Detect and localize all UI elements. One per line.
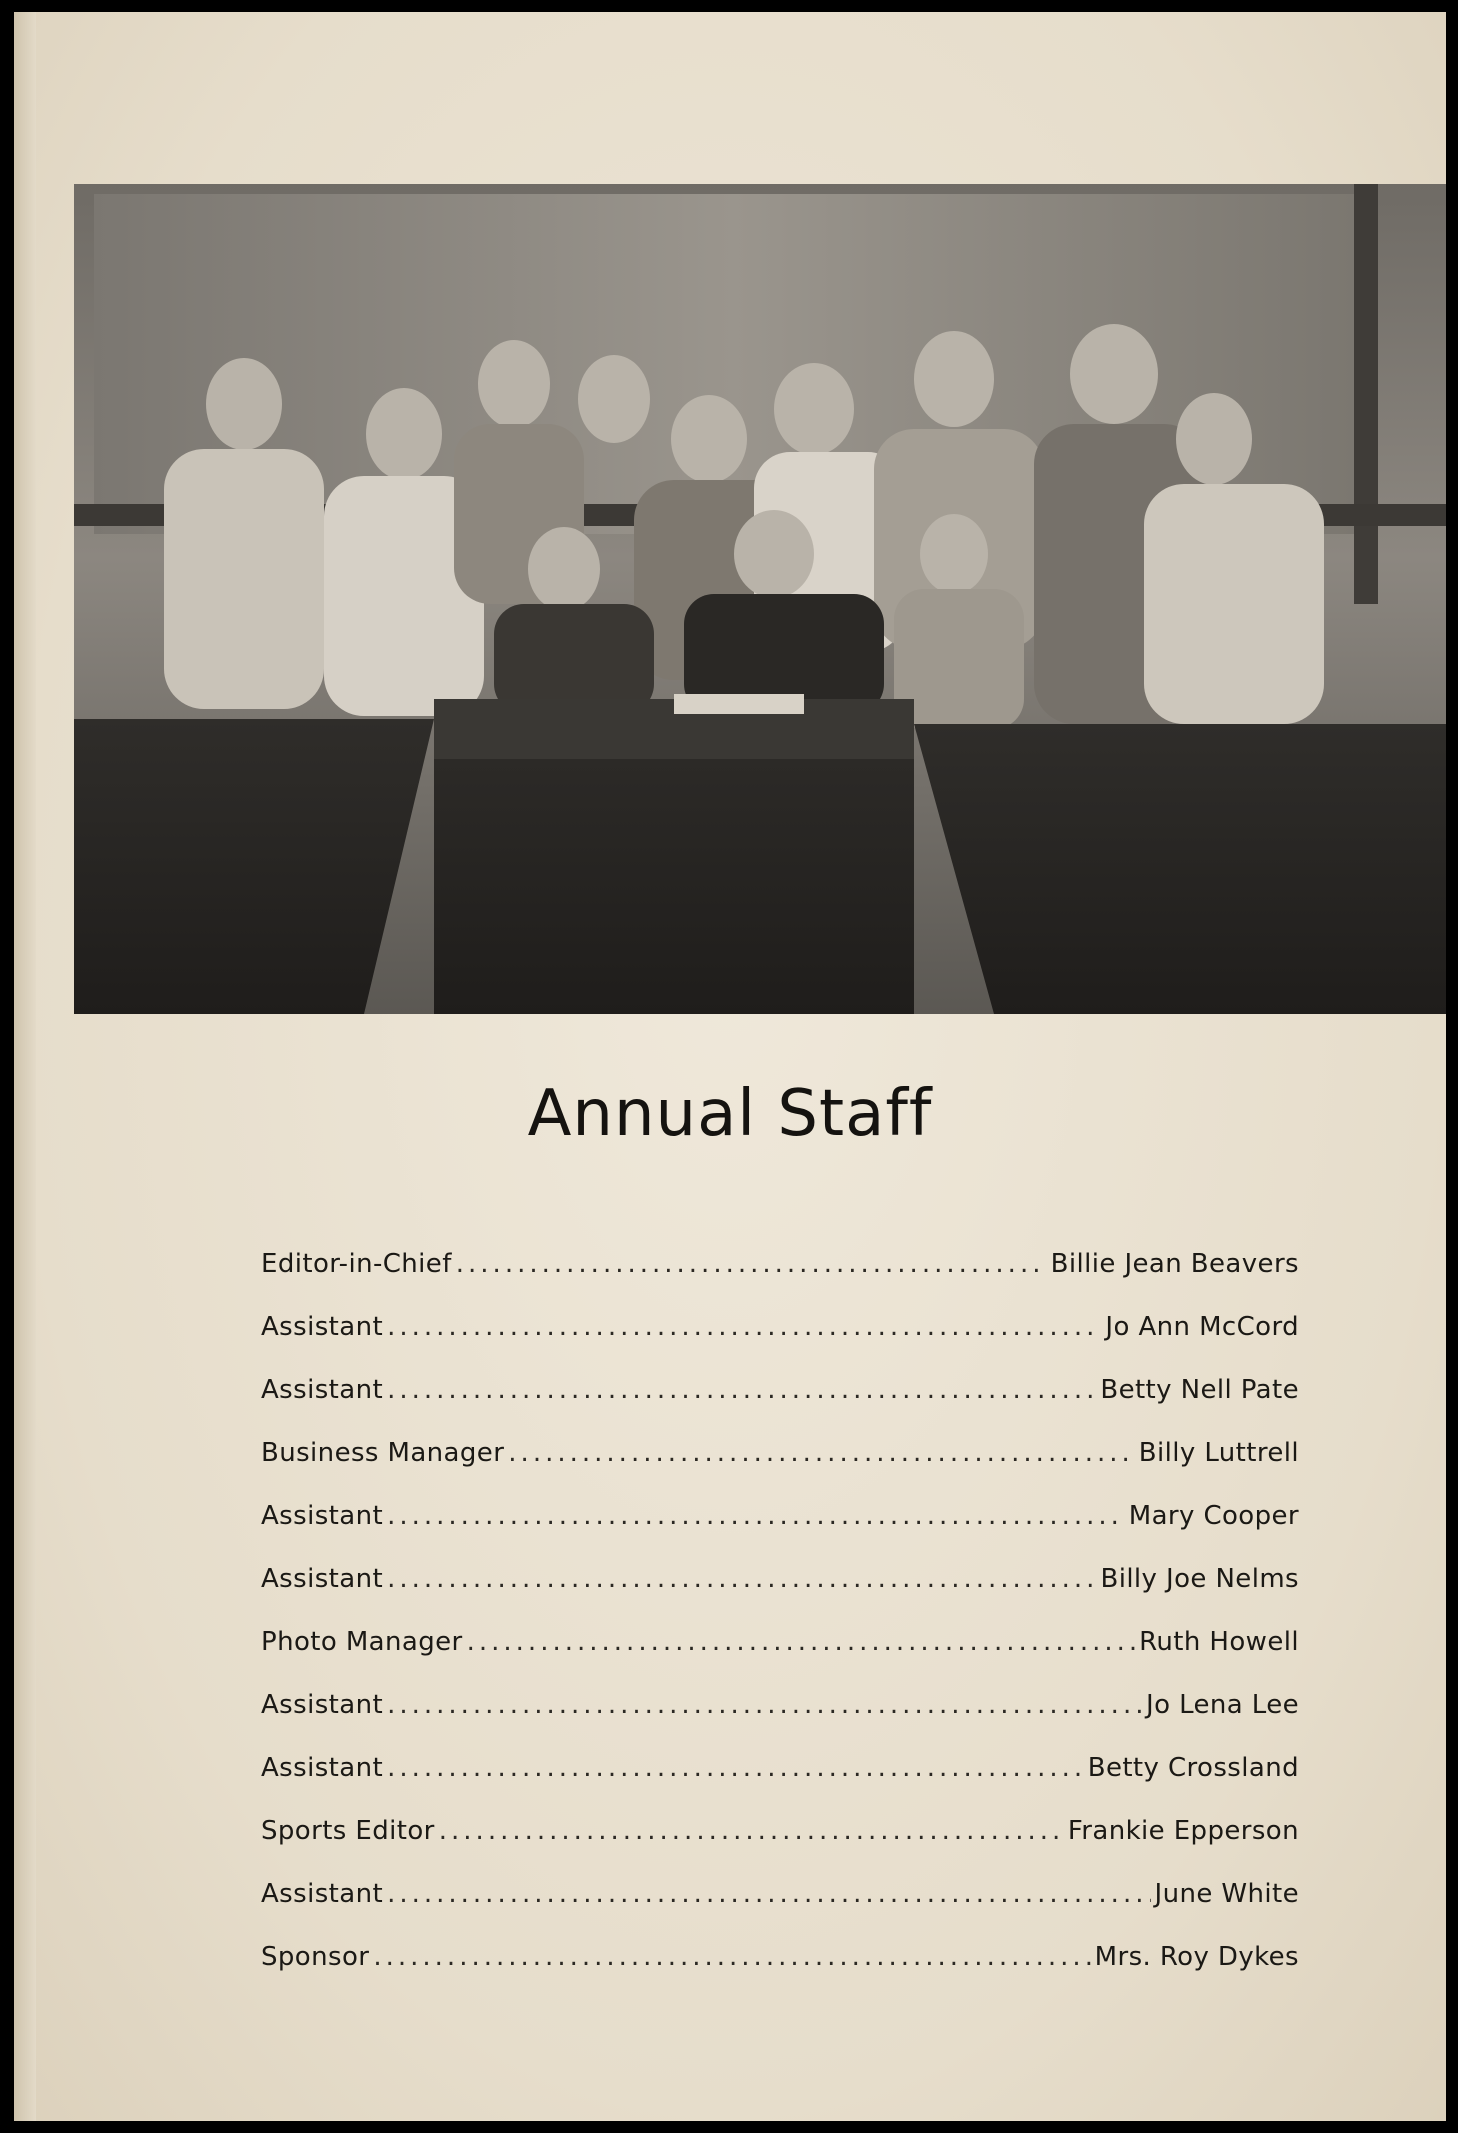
staff-role: Assistant [261,1501,384,1531]
staff-row [261,1438,1299,1501]
dot-leader [387,1501,1125,1531]
staff-name: Jo Lena Lee [1146,1690,1299,1720]
dot-leader [387,1312,1101,1342]
staff-row [261,1375,1299,1438]
dot-leader [373,1942,1090,1972]
dot-leader [508,1438,1134,1468]
page-binding-edge [14,12,36,2121]
staff-role: Photo Manager [261,1627,463,1657]
staff-row [261,1501,1299,1564]
staff-role: Sponsor [261,1942,370,1972]
dot-leader [387,1564,1096,1594]
staff-name: Betty Nell Pate [1100,1375,1299,1405]
staff-row [261,1249,1299,1312]
staff-row [261,1690,1299,1753]
yearbook-page [14,12,1446,2121]
staff-row [261,1879,1299,1942]
staff-name: Betty Crossland [1087,1753,1299,1783]
dot-leader [387,1690,1142,1720]
staff-role: Assistant [261,1564,384,1594]
staff-name: Mrs. Roy Dykes [1094,1942,1299,1972]
group-photo-icon [74,184,1446,1014]
staff-row [261,1564,1299,1627]
staff-role: Assistant [261,1879,384,1909]
staff-roster [261,1249,1299,2005]
staff-row [261,1753,1299,1816]
staff-role: Sports Editor [261,1816,435,1846]
staff-row [261,1942,1299,2005]
staff-role: Editor-in-Chief [261,1249,452,1279]
dot-leader [387,1375,1096,1405]
staff-role: Assistant [261,1690,384,1720]
staff-role: Assistant [261,1375,384,1405]
page-title: Annual Staff [527,1077,933,1151]
staff-role: Business Manager [261,1438,505,1468]
staff-name: Billy Luttrell [1138,1438,1299,1468]
dot-leader [467,1627,1136,1657]
dot-leader [456,1249,1047,1279]
staff-name: Ruth Howell [1139,1627,1299,1657]
staff-row [261,1816,1299,1879]
staff-name: Frankie Epperson [1067,1816,1299,1846]
dot-leader [387,1879,1150,1909]
staff-name: Jo Ann McCord [1105,1312,1299,1342]
staff-row [261,1627,1299,1690]
staff-name: June White [1154,1879,1299,1909]
staff-row [261,1312,1299,1375]
staff-role: Assistant [261,1312,384,1342]
staff-name: Billy Joe Nelms [1100,1564,1299,1594]
dot-leader [439,1816,1064,1846]
staff-name: Mary Cooper [1128,1501,1299,1531]
staff-role: Assistant [261,1753,384,1783]
group-photo [74,184,1446,1014]
dot-leader [387,1753,1084,1783]
staff-name: Billie Jean Beavers [1050,1249,1299,1279]
